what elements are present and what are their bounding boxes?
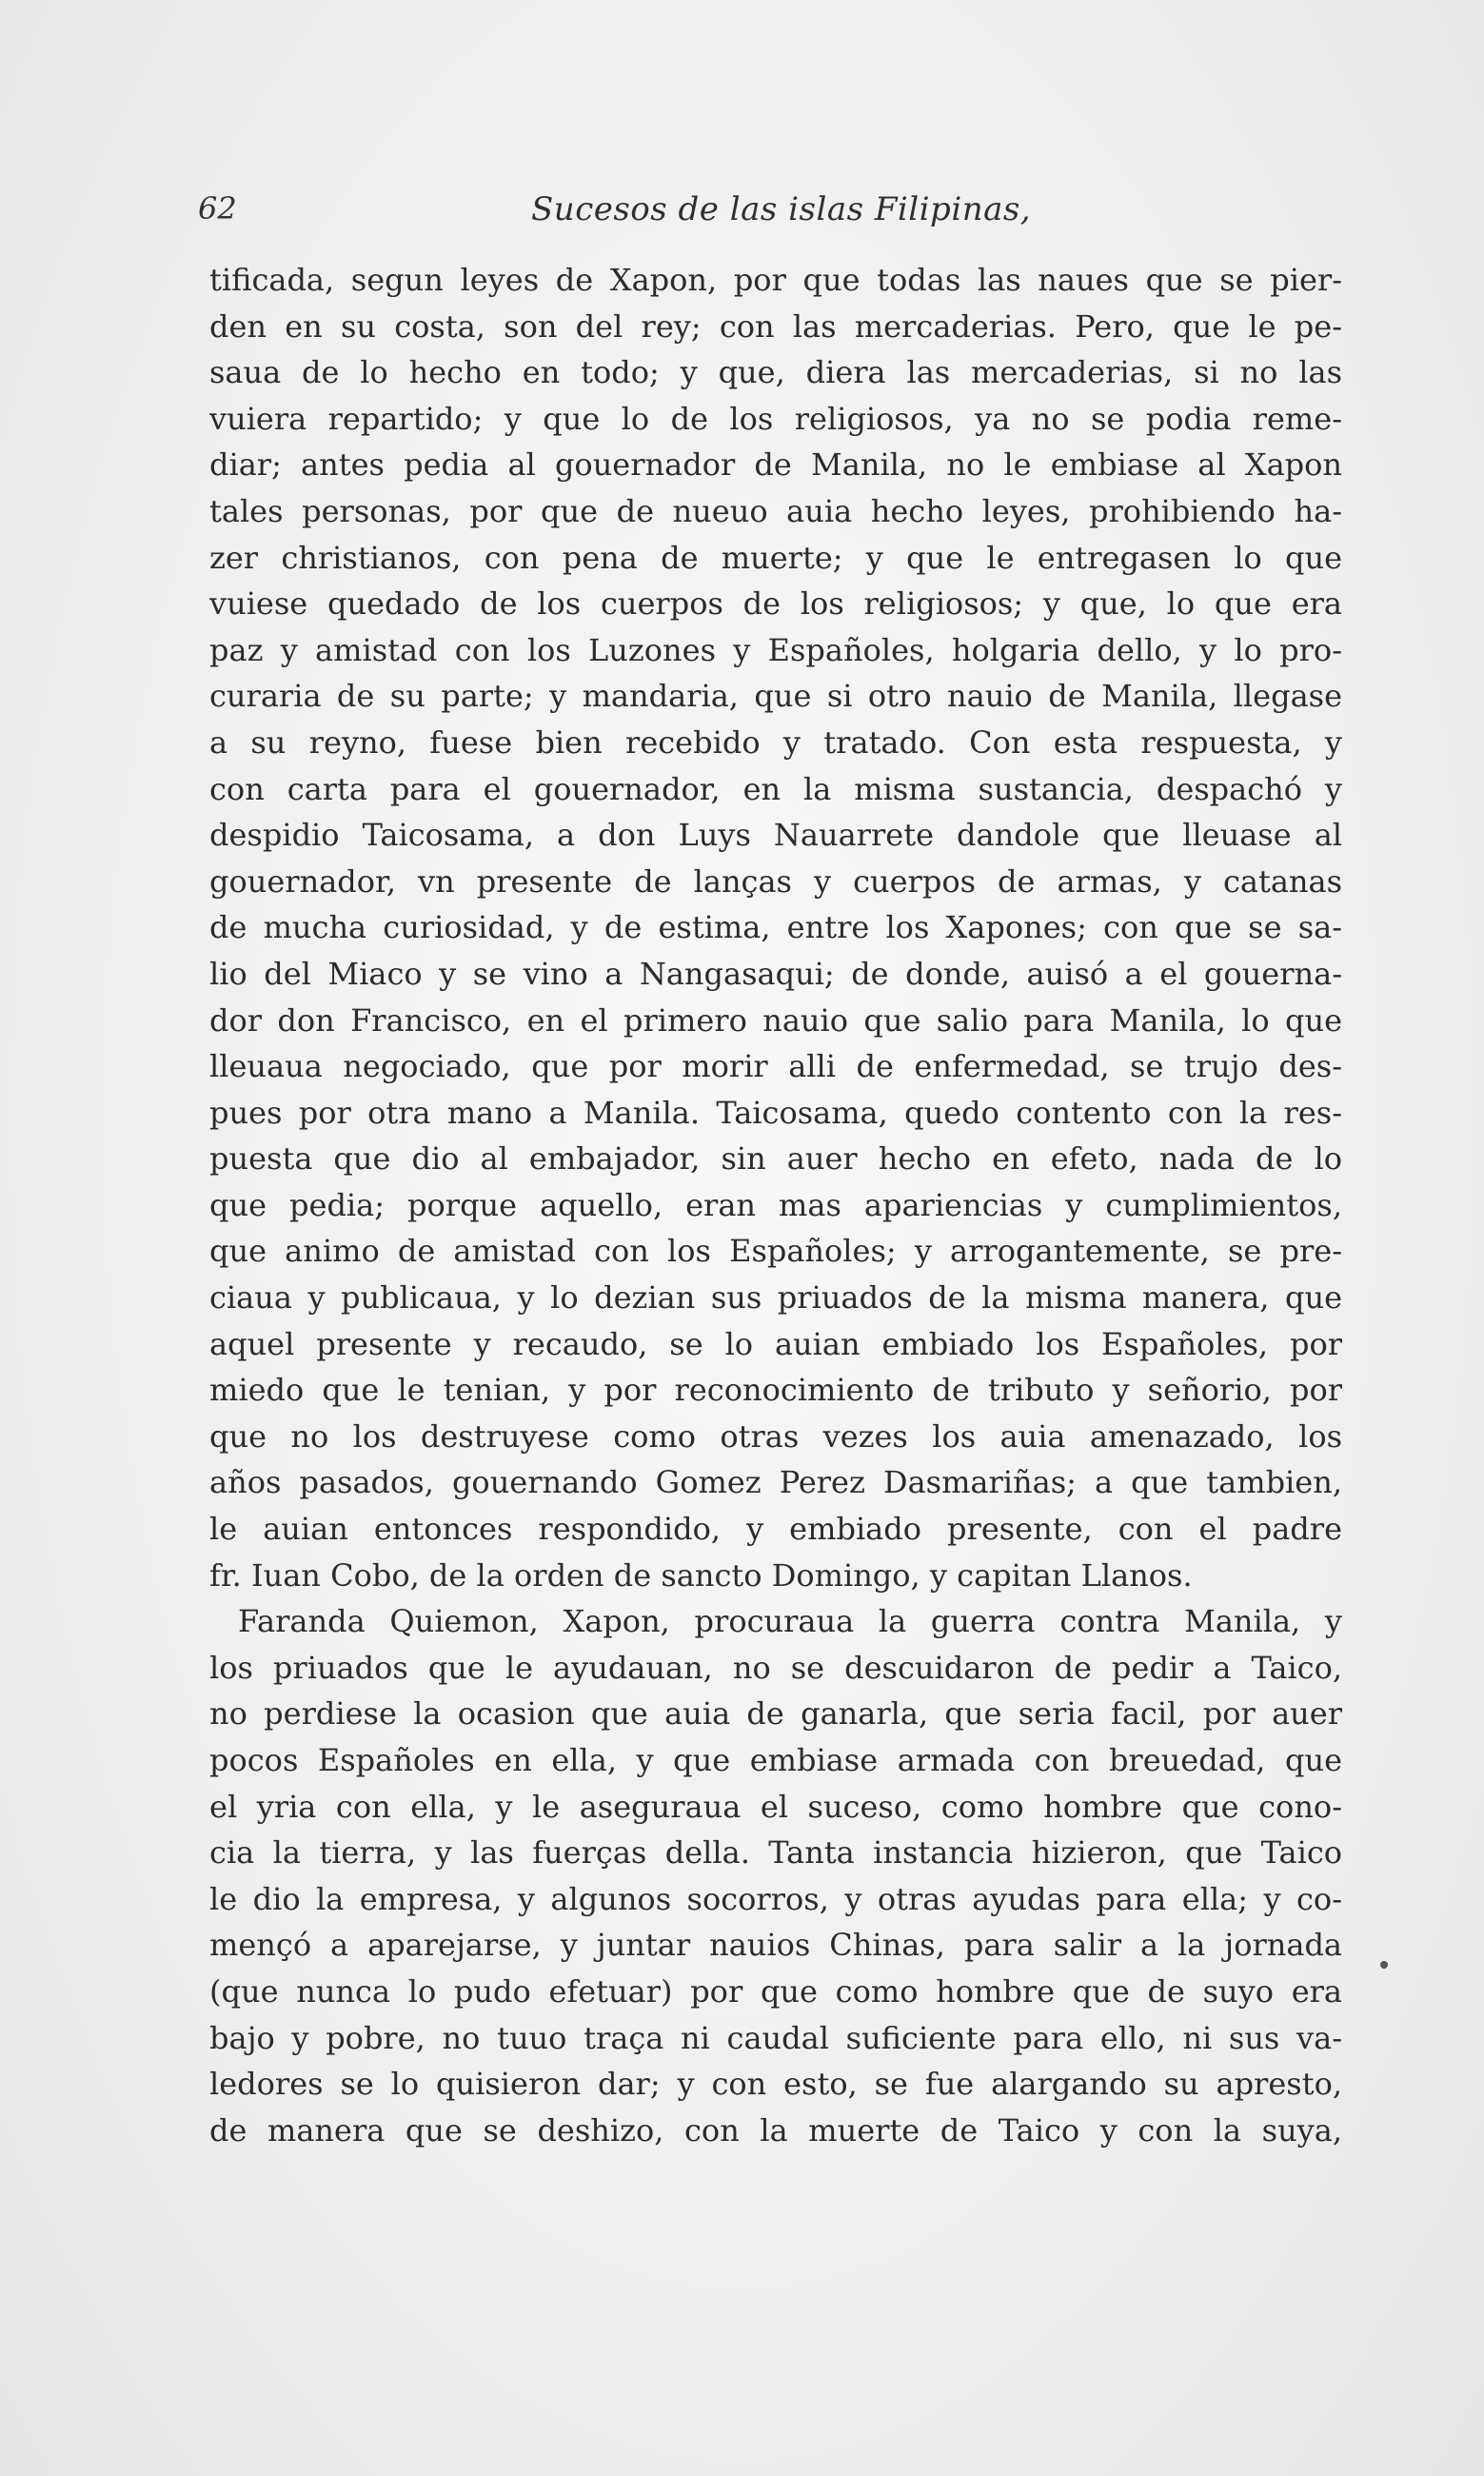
- text-line: el yria con ella, y le aseguraua el suceso, como hombre que cono-: [209, 1788, 1342, 1825]
- text-line: años pasados, gouernando Gomez Perez Dasmariñas; a que tambien,: [209, 1464, 1342, 1501]
- text-line: aquel presente y recaudo, se lo auian embiado los Españoles, por: [209, 1325, 1342, 1362]
- text-line: le auian entonces respondido, y embiado presente, con el padre: [209, 1511, 1342, 1548]
- text-line: puesta que dio al embajador, sin auer hecho en efeto, nada de lo: [209, 1140, 1342, 1178]
- ink-speck: [1380, 1961, 1388, 1969]
- text-line: bajo y pobre, no tuuo traça ni caudal suficiente para ello, ni sus va-: [209, 2019, 1342, 2056]
- text-line: gouernador, vn presente de lanças y cuerpos de armas, y catanas: [209, 862, 1342, 900]
- text-line: zer christianos, con pena de muerte; y que le entregasen lo que: [209, 539, 1342, 576]
- text-line: lleuaua negociado, que por morir alli de enfermedad, se trujo des-: [209, 1048, 1342, 1085]
- text-line: a su reyno, fuese bien recebido y tratado. Con esta respuesta, y: [209, 723, 1342, 761]
- page-number: 62: [198, 190, 237, 227]
- text-line: paz y amistad con los Luzones y Españoles, holgaria dello, y lo pro-: [209, 631, 1342, 668]
- text-line: pocos Españoles en ella, y que embiase armada con breuedad, que: [209, 1742, 1342, 1778]
- text-line: que animo de amistad con los Españoles; y arrogantemente, se pre-: [209, 1233, 1342, 1270]
- text-line: fr. Iuan Cobo, de la orden de sancto Domingo, y capitan Llanos.: [209, 1556, 1193, 1594]
- text-line: Faranda Quiemon, Xapon, procuraua la guerra contra Manila, y: [238, 1603, 1342, 1640]
- text-line: mençó a aparejarse, y juntar nauios Chinas, para salir a la jornada: [209, 1927, 1342, 1964]
- body-text: [209, 257, 1342, 2153]
- text-line: le dio la empresa, y algunos socorros, y otras ayudas para ella; y co-: [209, 1880, 1342, 1917]
- text-line: de manera que se deshizo, con la muerte de Taico y con la suya,: [209, 2111, 1342, 2149]
- text-line: vuiese quedado de los cuerpos de los religiosos; y que, lo que era: [209, 585, 1342, 623]
- text-line: ledores se lo quisieron dar; y con esto, se fue alargando su apresto,: [209, 2066, 1342, 2103]
- text-line: con carta para el gouernador, en la misma sustancia, despachó y: [209, 770, 1342, 807]
- page-header: [198, 190, 1340, 248]
- text-line: dor don Francisco, en el primero nauio que salio para Manila, lo que: [209, 1001, 1342, 1039]
- text-line: despidio Taicosama, a don Luys Nauarrete dandole que lleuase al: [209, 817, 1342, 854]
- text-line: saua de lo hecho en todo; y que, diera las mercaderias, si no las: [209, 354, 1342, 391]
- text-line: pues por otra mano a Manila. Taicosama, quedo contento con la res-: [209, 1094, 1342, 1131]
- text-line: lio del Miaco y se vino a Nangasaqui; de donde, auisó a el gouerna-: [209, 955, 1342, 992]
- text-line: no perdiese la ocasion que auia de ganarla, que seria facil, por auer: [209, 1695, 1342, 1733]
- text-line: de mucha curiosidad, y de estima, entre los Xapones; con que se sa-: [209, 909, 1342, 946]
- text-line: los priuados que le ayudauan, no se descuidaron de pedir a Taico,: [209, 1649, 1342, 1686]
- text-line: ciaua y publicaua, y lo dezian sus priuados de la misma manera, que: [209, 1279, 1342, 1317]
- text-line: tales personas, por que de nueuo auia hecho leyes, prohibiendo ha-: [209, 492, 1342, 529]
- text-line: tificada, segun leyes de Xapon, por que todas las naues que se pier-: [209, 262, 1342, 298]
- text-line: curaria de su parte; y mandaria, que si otro nauio de Manila, llegase: [209, 678, 1342, 715]
- text-line: que pedia; porque aquello, eran mas apariencias y cumplimientos,: [209, 1186, 1342, 1223]
- text-line: vuiera repartido; y que lo de los religiosos, ya no se podia reme-: [209, 400, 1342, 437]
- text-line: cia la tierra, y las fuerças della. Tanta instancia hizieron, que Taico: [209, 1834, 1342, 1872]
- text-line: que no los destruyese como otras vezes los auia amenazado, los: [209, 1417, 1342, 1455]
- text-line: den en su costa, son del rey; con las mercaderias. Pero, que le pe-: [209, 307, 1342, 345]
- text-line: (que nunca lo pudo efetuar) por que como hombre que de suyo era: [209, 1972, 1342, 2010]
- text-line: miedo que le tenian, y por reconocimiento de tributo y señorio, por: [209, 1372, 1342, 1409]
- text-line: diar; antes pedia al gouernador de Manila, no le embiase al Xapon: [209, 446, 1342, 484]
- paragraph: [209, 1598, 1342, 2153]
- running-title: Sucesos de las islas Filipinas,: [531, 190, 1032, 228]
- paragraph: [209, 257, 1342, 1598]
